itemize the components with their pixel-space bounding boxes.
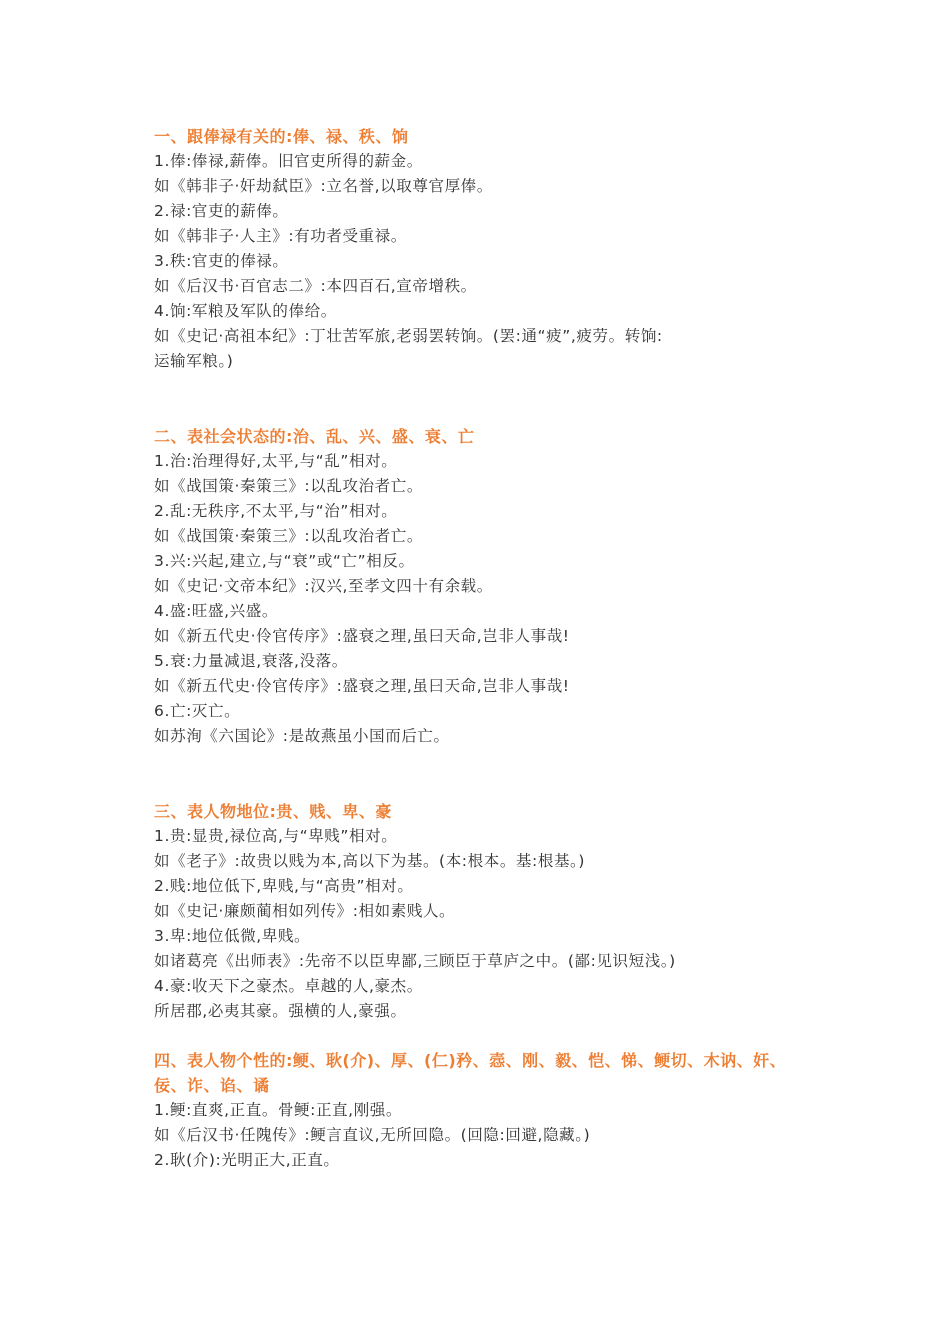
text-line: 运输军粮。): [154, 352, 234, 370]
text-line: 1.治:治理得好,太平,与“乱”相对。: [154, 452, 398, 470]
text-line: 6.亡:灭亡。: [154, 702, 241, 720]
text-line: 如《史记·文帝本纪》:汉兴,至孝文四十有余载。: [154, 577, 493, 595]
text-line: 2.乱:无秩序,不太平,与“治”相对。: [154, 502, 398, 520]
text-line: 如《韩非子·奸劫弑臣》:立名誉,以取尊官厚俸。: [154, 177, 493, 195]
text-line: 如苏洵《六国论》:是故燕虽小国而后亡。: [154, 727, 450, 745]
text-line: 如《老子》:故贵以贱为本,高以下为基。(本:根本。基:根基。): [154, 852, 586, 870]
text-line: 2.贱:地位低下,卑贱,与“高贵”相对。: [154, 877, 414, 895]
text-line: 5.衰:力量减退,衰落,没落。: [154, 652, 348, 670]
text-line: 如《韩非子·人主》:有功者受重禄。: [154, 227, 407, 245]
text-line: 3.秩:官吏的俸禄。: [154, 252, 289, 270]
section-personality: [154, 1048, 804, 1173]
text-line: 1.贵:显贵,禄位高,与“卑贱”相对。: [154, 827, 398, 845]
text-line: 如诸葛亮《出师表》:先帝不以臣卑鄙,三顾臣于草庐之中。(鄙:见识短浅。): [154, 952, 676, 970]
section-heading: 三、表人物地位:贵、贱、卑、豪: [154, 802, 392, 821]
section-heading: 二、表社会状态的:治、乱、兴、盛、衰、亡: [154, 427, 475, 446]
text-line: 如《后汉书·百官志二》:本四百石,宣帝增秩。: [154, 277, 477, 295]
text-line: 如《新五代史·伶官传序》:盛衰之理,虽曰天命,岂非人事哉!: [154, 627, 570, 645]
text-line: 1.鲠:直爽,正直。骨鲠:正直,刚强。: [154, 1101, 402, 1119]
text-line: 所居郡,必夷其豪。强横的人,豪强。: [154, 1002, 407, 1020]
text-line: 2.禄:官吏的薪俸。: [154, 202, 289, 220]
text-line: 如《战国策·秦策三》:以乱攻治者亡。: [154, 527, 423, 545]
document-page: [154, 124, 804, 1173]
text-line: 如《史记·廉颇蔺相如列传》:相如素贱人。: [154, 902, 456, 920]
text-line: 1.俸:俸禄,薪俸。旧官吏所得的薪金。: [154, 152, 423, 170]
text-line: 4.饷:军粮及军队的俸给。: [154, 302, 337, 320]
text-line: 2.耿(介):光明正大,正直。: [154, 1151, 340, 1169]
text-line: 如《后汉书·任隗传》:鲠言直议,无所回隐。(回隐:回避,隐藏。): [154, 1126, 591, 1144]
section-heading: 四、表人物个性的:鲠、耿(介)、厚、(仁)矜、悫、刚、毅、恺、悌、鲠切、木讷、奸、佞、诈、谄、谲: [154, 1051, 787, 1095]
text-line: 如《战国策·秦策三》:以乱攻治者亡。: [154, 477, 423, 495]
text-line: 如《新五代史·伶官传序》:盛衰之理,虽曰天命,岂非人事哉!: [154, 677, 570, 695]
text-line: 4.豪:收天下之豪杰。卓越的人,豪杰。: [154, 977, 423, 995]
section-status: [154, 799, 804, 1024]
section-salary: [154, 124, 804, 374]
text-line: 4.盛:旺盛,兴盛。: [154, 602, 278, 620]
section-heading: 一、跟俸禄有关的:俸、禄、秩、饷: [154, 127, 409, 146]
text-line: 3.兴:兴起,建立,与“衰”或“亡”相反。: [154, 552, 415, 570]
text-line: 3.卑:地位低微,卑贱。: [154, 927, 311, 945]
text-line: 如《史记·高祖本纪》:丁壮苦军旅,老弱罢转饷。(罢:通“疲”,疲劳。转饷:: [154, 327, 663, 345]
section-social-state: [154, 424, 804, 749]
